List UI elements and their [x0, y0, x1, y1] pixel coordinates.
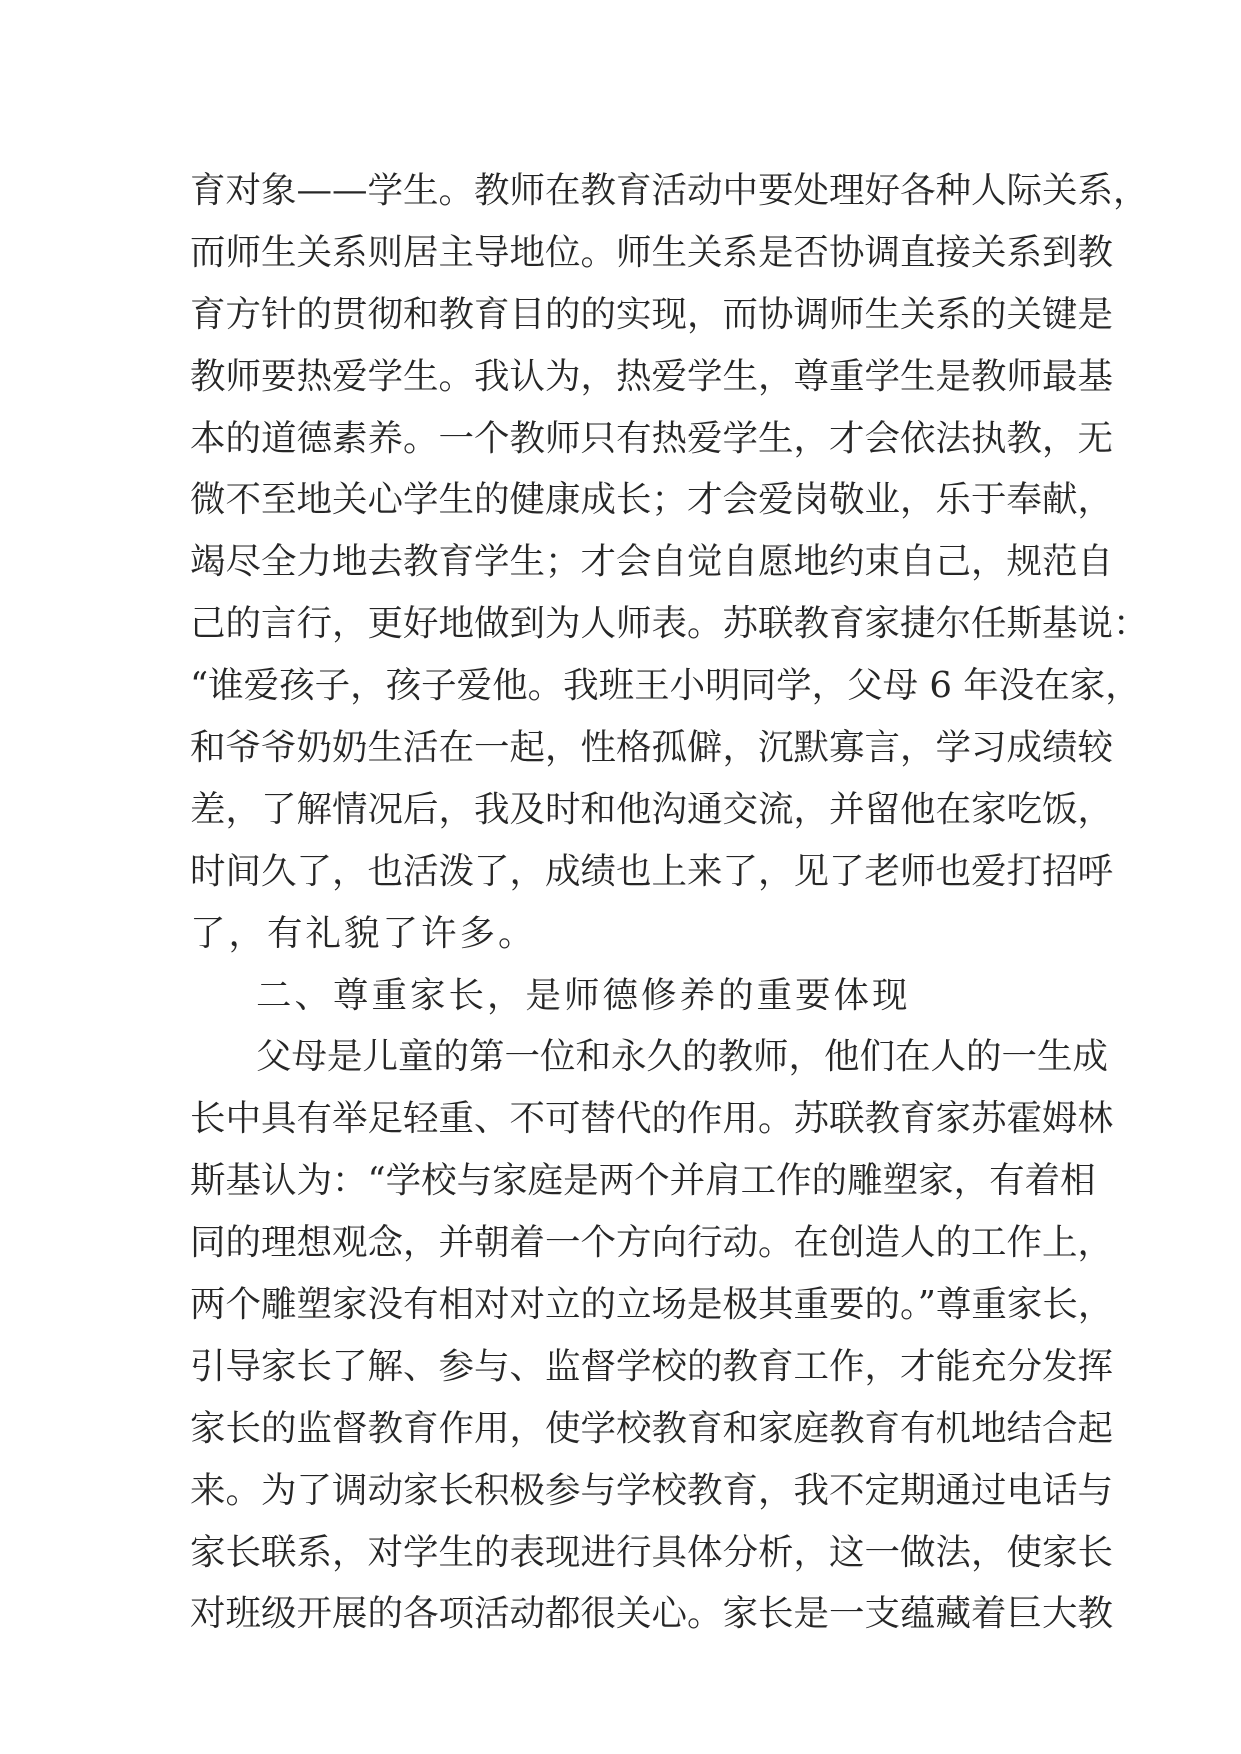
text-line: “谁爱孩子，孩子爱他。我班王小明同学，父母 6 年没在家，	[190, 665, 1141, 707]
body-text	[190, 160, 1149, 1645]
text-line: 了，有礼貌了许多。	[190, 912, 537, 954]
text-line: 家长的监督教育作用，使学校教育和家庭教育有机地结合起	[190, 1407, 1114, 1449]
text-line: 差，了解情况后，我及时和他沟通交流，并留他在家吃饭，	[190, 788, 1114, 830]
text-line: 引导家长了解、参与、监督学校的教育工作，才能充分发挥	[190, 1345, 1114, 1387]
text-line: 而师生关系则居主导地位。师生关系是否协调直接关系到教	[190, 231, 1114, 273]
text-line: 和爷爷奶奶生活在一起，性格孤僻，沉默寡言，学习成绩较	[190, 727, 1114, 769]
text-line: 两个雕塑家没有相对对立的立场是极其重要的。”尊重家长，	[190, 1284, 1114, 1326]
text-line: 竭尽全力地去教育学生；才会自觉自愿地约束自己，规范自	[190, 541, 1114, 583]
text-line: 育对象——学生。教师在教育活动中要处理好各种人际关系，	[190, 170, 1149, 211]
text-line: 家长联系，对学生的表现进行具体分析，这一做法，使家长	[190, 1531, 1114, 1573]
text-line: 来。为了调动家长积极参与学校教育，我不定期通过电话与	[190, 1469, 1114, 1511]
text-line: 本的道德素养。一个教师只有热爱学生，才会依法执教，无	[190, 417, 1114, 459]
text-line: 对班级开展的各项活动都很关心。家长是一支蕴藏着巨大教	[190, 1593, 1114, 1635]
text-line: 微不至地关心学生的健康成长；才会爱岗敬业，乐于奉献，	[190, 479, 1114, 521]
text-line: 时间久了，也活泼了，成绩也上来了，见了老师也爱打招呼	[190, 850, 1114, 892]
text-line: 己的言行，更好地做到为人师表。苏联教育家捷尔任斯基说：	[190, 603, 1149, 645]
text-line: 同的理想观念，并朝着一个方向行动。在创造人的工作上，	[190, 1222, 1114, 1264]
text-line: 斯基认为：“学校与家庭是两个并肩工作的雕塑家，有着相	[190, 1160, 1096, 1202]
text-line: 父母是儿童的第一位和永久的教师，他们在人的一生成	[256, 1036, 1109, 1078]
text-line: 教师要热爱学生。我认为，热爱学生，尊重学生是教师最基	[190, 355, 1114, 397]
text-line: 二、尊重家长，是师德修养的重要体现	[256, 974, 911, 1016]
text-line: 长中具有举足轻重、不可替代的作用。苏联教育家苏霍姆林	[190, 1098, 1114, 1140]
text-line: 育方针的贯彻和教育目的的实现，而协调师生关系的关键是	[190, 293, 1114, 335]
